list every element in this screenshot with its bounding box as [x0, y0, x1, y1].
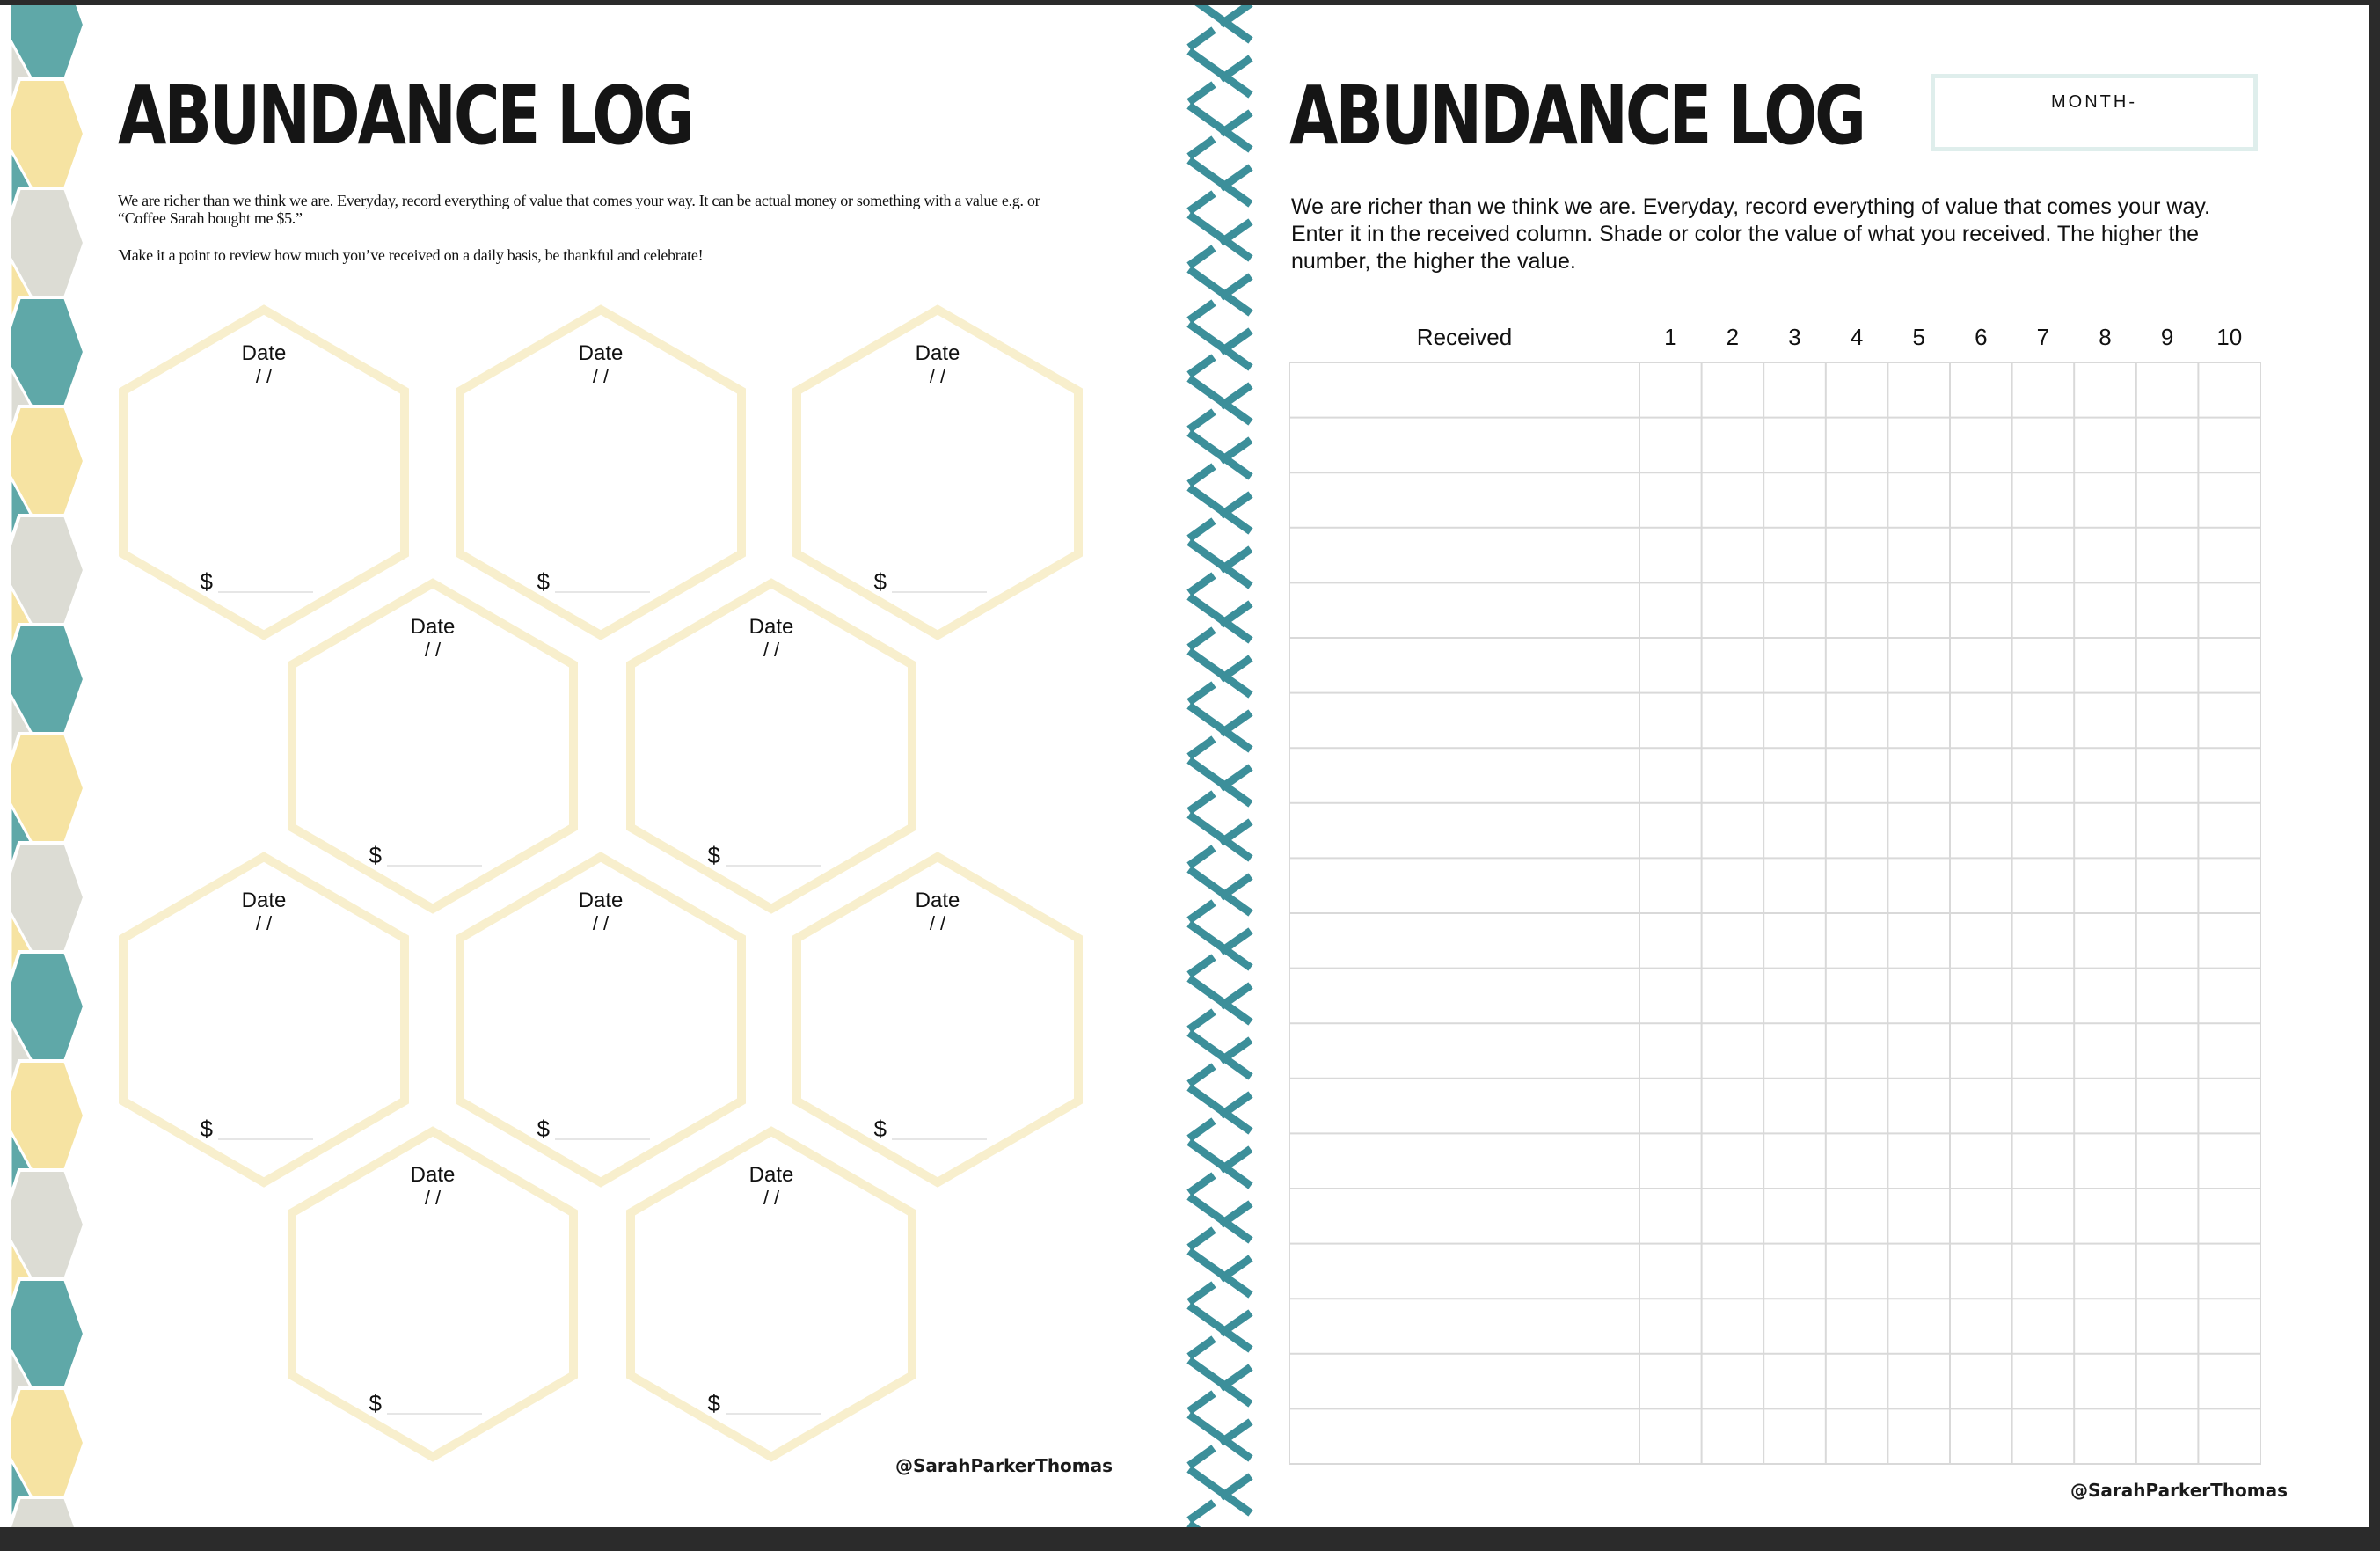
hexagon-date-label: Date — [748, 1163, 794, 1187]
value-shade-cell[interactable] — [1763, 1023, 1826, 1079]
value-shade-cell[interactable] — [2012, 1023, 2075, 1079]
value-shade-cell[interactable] — [2012, 528, 2075, 583]
right-intro-paragraph: We are richer than we think we are. Everyday, record everything of value that comes your way. Enter it in the received column. Shade or color the value of what you received. The higher the number, the higher the value. — [1291, 194, 2210, 274]
value-shade-cell[interactable] — [2136, 528, 2199, 583]
value-column-header: 7 — [2036, 324, 2050, 350]
value-column-header: 5 — [1912, 324, 1925, 350]
value-shade-cell[interactable] — [1826, 1189, 1888, 1244]
value-shade-cell[interactable] — [1702, 362, 1764, 418]
left-author-handle: @SarahParkerThomas — [895, 1455, 1113, 1476]
value-shade-cell[interactable] — [1887, 1133, 1950, 1189]
value-shade-cell[interactable] — [1826, 528, 1888, 583]
value-shade-cell[interactable] — [1763, 362, 1826, 418]
value-shade-cell[interactable] — [2136, 638, 2199, 693]
received-column-header: Received — [1416, 324, 1513, 350]
value-shade-cell[interactable] — [1702, 858, 1764, 913]
month-label: MONTH- — [2051, 92, 2137, 112]
value-shade-cell[interactable] — [1763, 472, 1826, 528]
value-shade-cell[interactable] — [1950, 969, 2012, 1024]
value-shade-cell[interactable] — [2136, 1133, 2199, 1189]
value-shade-cell[interactable] — [2198, 913, 2260, 969]
value-shade-cell[interactable] — [1950, 1354, 2012, 1409]
value-shade-cell[interactable] — [1639, 803, 1702, 859]
value-shade-cell[interactable] — [1950, 1189, 2012, 1244]
value-shade-cell[interactable] — [2074, 472, 2136, 528]
value-shade-cell[interactable] — [1887, 1299, 1950, 1354]
value-shade-cell[interactable] — [1702, 803, 1764, 859]
value-shade-cell[interactable] — [1950, 1244, 2012, 1299]
value-shade-cell[interactable] — [1763, 528, 1826, 583]
value-shade-cell[interactable] — [2012, 418, 2075, 473]
value-shade-cell[interactable] — [1950, 803, 2012, 859]
value-shade-cell[interactable] — [2074, 693, 2136, 749]
value-shade-cell[interactable] — [2198, 693, 2260, 749]
hexagon-amount-label: $ — [707, 1390, 720, 1416]
value-shade-cell[interactable] — [2198, 582, 2260, 638]
value-shade-cell[interactable] — [1639, 1079, 1702, 1134]
value-shade-cell[interactable] — [1702, 1408, 1764, 1464]
value-shade-cell[interactable] — [1826, 1133, 1888, 1189]
value-shade-cell[interactable] — [2012, 472, 2075, 528]
received-entry-cell[interactable] — [1289, 748, 1639, 803]
hexagon-date-slots[interactable]: / / — [424, 1187, 442, 1209]
value-shade-cell[interactable] — [1639, 1244, 1702, 1299]
value-shade-cell[interactable] — [1702, 1244, 1764, 1299]
value-shade-cell[interactable] — [1763, 858, 1826, 913]
value-shade-cell[interactable] — [2012, 803, 2075, 859]
hexagon-date-slots[interactable]: / / — [424, 639, 442, 661]
value-shade-cell[interactable] — [1702, 1133, 1764, 1189]
value-shade-cell[interactable] — [2074, 1408, 2136, 1464]
value-shade-cell[interactable] — [1639, 1299, 1702, 1354]
value-column-header: 2 — [1726, 324, 1740, 350]
value-shade-cell[interactable] — [1826, 693, 1888, 749]
value-shade-cell[interactable] — [1826, 803, 1888, 859]
value-shade-cell[interactable] — [1887, 1023, 1950, 1079]
value-shade-cell[interactable] — [1887, 748, 1950, 803]
received-entry-cell[interactable] — [1289, 1023, 1639, 1079]
received-entry-cell[interactable] — [1289, 362, 1639, 418]
value-shade-cell[interactable] — [1763, 1189, 1826, 1244]
received-entry-cell[interactable] — [1289, 858, 1639, 913]
planner-spread — [0, 5, 2369, 1527]
hexagon-date-label: Date — [410, 615, 456, 639]
received-entry-cell[interactable] — [1289, 582, 1639, 638]
received-entry-cell[interactable] — [1289, 1244, 1639, 1299]
value-shade-cell[interactable] — [1763, 1408, 1826, 1464]
value-shade-cell[interactable] — [1887, 472, 1950, 528]
received-entry-cell[interactable] — [1289, 1133, 1639, 1189]
value-shade-cell[interactable] — [1702, 472, 1764, 528]
value-shade-cell[interactable] — [2136, 1244, 2199, 1299]
value-shade-cell[interactable] — [2198, 858, 2260, 913]
value-shade-cell[interactable] — [1639, 582, 1702, 638]
value-shade-cell[interactable] — [2136, 1079, 2199, 1134]
value-shade-cell[interactable] — [2074, 362, 2136, 418]
value-shade-cell[interactable] — [1702, 1189, 1764, 1244]
hexagon-date-slots[interactable]: / / — [255, 912, 273, 934]
value-shade-cell[interactable] — [1826, 748, 1888, 803]
value-shade-cell[interactable] — [2074, 1023, 2136, 1079]
value-shade-cell[interactable] — [2012, 693, 2075, 749]
value-shade-cell[interactable] — [2074, 638, 2136, 693]
hexagon-date-slots[interactable]: / / — [763, 1187, 780, 1209]
value-shade-cell[interactable] — [1887, 418, 1950, 473]
value-shade-cell[interactable] — [2012, 748, 2075, 803]
value-shade-cell[interactable] — [1826, 1299, 1888, 1354]
hexagon-amount-label: $ — [369, 1390, 382, 1416]
value-column-header: 10 — [2216, 324, 2243, 350]
value-shade-cell[interactable] — [1950, 693, 2012, 749]
value-shade-cell[interactable] — [1826, 1079, 1888, 1134]
value-shade-cell[interactable] — [2074, 858, 2136, 913]
value-shade-cell[interactable] — [1639, 748, 1702, 803]
hexagon-amount-label: $ — [200, 1116, 213, 1142]
value-shade-cell[interactable] — [1763, 1354, 1826, 1409]
left-intro-paragraph-1: We are richer than we think we are. Everyday, record everything of value that comes your way. It can be actual money or something with a value e.g. or “Coffee Sarah bought me $5.” — [118, 192, 1040, 227]
value-shade-cell[interactable] — [2074, 969, 2136, 1024]
value-shade-cell[interactable] — [1763, 803, 1826, 859]
right-page-title: ABUNDANCE LOG — [1289, 69, 1864, 163]
hexagon-date-label: Date — [748, 615, 794, 639]
value-shade-cell[interactable] — [2198, 1133, 2260, 1189]
value-shade-cell[interactable] — [2012, 1244, 2075, 1299]
received-entry-cell[interactable] — [1289, 418, 1639, 473]
left-intro-paragraph-2: Make it a point to review how much you’ve received on a daily basis, be thankful and celebrate! — [118, 246, 704, 264]
value-shade-cell[interactable] — [2136, 858, 2199, 913]
value-shade-cell[interactable] — [1702, 1079, 1764, 1134]
value-shade-cell[interactable] — [1702, 638, 1764, 693]
received-entry-cell[interactable] — [1289, 638, 1639, 693]
value-shade-cell[interactable] — [2012, 969, 2075, 1024]
value-shade-cell[interactable] — [1763, 1079, 1826, 1134]
received-entry-cell[interactable] — [1289, 1079, 1639, 1134]
value-shade-cell[interactable] — [1702, 1023, 1764, 1079]
value-shade-cell[interactable] — [1639, 1133, 1702, 1189]
hexagon-amount-label: $ — [707, 842, 720, 868]
value-shade-cell[interactable] — [1639, 528, 1702, 583]
value-shade-cell[interactable] — [1702, 913, 1764, 969]
value-shade-cell[interactable] — [1763, 1133, 1826, 1189]
value-shade-cell[interactable] — [1826, 582, 1888, 638]
value-shade-cell[interactable] — [2012, 362, 2075, 418]
value-shade-cell[interactable] — [2198, 1189, 2260, 1244]
value-shade-cell[interactable] — [1763, 638, 1826, 693]
hexagon-date-label: Date — [241, 341, 287, 365]
value-shade-cell[interactable] — [1950, 1023, 2012, 1079]
hexagon-amount-label: $ — [873, 1116, 887, 1142]
value-shade-cell[interactable] — [1639, 913, 1702, 969]
value-shade-cell[interactable] — [2136, 472, 2199, 528]
value-shade-cell[interactable] — [1826, 858, 1888, 913]
value-shade-cell[interactable] — [1763, 969, 1826, 1024]
value-shade-cell[interactable] — [1702, 582, 1764, 638]
value-shade-cell[interactable] — [2012, 1133, 2075, 1189]
value-shade-cell[interactable] — [2074, 1079, 2136, 1134]
value-shade-cell[interactable] — [1639, 472, 1702, 528]
value-shade-cell[interactable] — [2074, 418, 2136, 473]
value-shade-cell[interactable] — [1639, 1408, 1702, 1464]
value-shade-cell[interactable] — [1826, 362, 1888, 418]
value-shade-cell[interactable] — [2198, 418, 2260, 473]
hexagon-date-slots[interactable]: / / — [929, 912, 946, 934]
value-shade-cell[interactable] — [1763, 1244, 1826, 1299]
value-shade-cell[interactable] — [1950, 638, 2012, 693]
hexagon-date-label: Date — [578, 341, 624, 365]
value-shade-cell[interactable] — [1702, 969, 1764, 1024]
value-column-header: 6 — [1975, 324, 1988, 350]
value-shade-cell[interactable] — [1826, 1244, 1888, 1299]
hexagon-date-slots[interactable]: / / — [929, 365, 946, 387]
value-shade-cell[interactable] — [1639, 1023, 1702, 1079]
value-shade-cell[interactable] — [1887, 969, 1950, 1024]
received-entry-cell[interactable] — [1289, 913, 1639, 969]
value-shade-cell[interactable] — [1826, 638, 1888, 693]
hexagon-amount-label: $ — [369, 842, 382, 868]
hexagon-amount-label: $ — [537, 1116, 550, 1142]
value-shade-cell[interactable] — [2198, 748, 2260, 803]
value-shade-cell[interactable] — [2074, 803, 2136, 859]
value-shade-cell[interactable] — [1887, 528, 1950, 583]
value-shade-cell[interactable] — [1950, 913, 2012, 969]
value-column-header: 3 — [1788, 324, 1801, 350]
value-shade-cell[interactable] — [2136, 362, 2199, 418]
value-shade-cell[interactable] — [2074, 1189, 2136, 1244]
value-shade-cell[interactable] — [1763, 693, 1826, 749]
value-shade-cell[interactable] — [2012, 638, 2075, 693]
value-shade-cell[interactable] — [1702, 748, 1764, 803]
value-shade-cell[interactable] — [2198, 528, 2260, 583]
value-shade-cell[interactable] — [2136, 748, 2199, 803]
value-shade-cell[interactable] — [1887, 362, 1950, 418]
value-shade-cell[interactable] — [2074, 1133, 2136, 1189]
value-column-header: 4 — [1850, 324, 1864, 350]
value-shade-cell[interactable] — [2074, 582, 2136, 638]
value-shade-cell[interactable] — [2198, 1354, 2260, 1409]
value-shade-cell[interactable] — [1826, 418, 1888, 473]
value-shade-cell[interactable] — [2012, 1079, 2075, 1134]
value-shade-cell[interactable] — [1950, 1079, 2012, 1134]
received-entry-cell[interactable] — [1289, 1189, 1639, 1244]
received-entry-cell[interactable] — [1289, 1354, 1639, 1409]
value-shade-cell[interactable] — [2074, 1354, 2136, 1409]
value-column-header: 8 — [2099, 324, 2112, 350]
value-shade-cell[interactable] — [1887, 1189, 1950, 1244]
value-shade-cell[interactable] — [1887, 1354, 1950, 1409]
hexagon-date-label: Date — [410, 1163, 456, 1187]
value-shade-cell[interactable] — [2012, 858, 2075, 913]
value-shade-cell[interactable] — [2012, 1189, 2075, 1244]
value-shade-cell[interactable] — [1950, 582, 2012, 638]
value-shade-cell[interactable] — [1639, 362, 1702, 418]
right-author-handle: @SarahParkerThomas — [2070, 1480, 2289, 1501]
received-entry-cell[interactable] — [1289, 969, 1639, 1024]
value-shade-cell[interactable] — [2198, 638, 2260, 693]
hexagon-date-label: Date — [915, 889, 960, 912]
left-page-title: ABUNDANCE LOG — [118, 69, 692, 163]
value-shade-cell[interactable] — [1639, 1354, 1702, 1409]
value-shade-cell[interactable] — [2136, 803, 2199, 859]
value-shade-cell[interactable] — [1702, 418, 1764, 473]
value-shade-cell[interactable] — [1702, 528, 1764, 583]
value-shade-cell[interactable] — [2198, 1079, 2260, 1134]
value-shade-cell[interactable] — [1639, 969, 1702, 1024]
value-shade-cell[interactable] — [1639, 1189, 1702, 1244]
value-shade-cell[interactable] — [1887, 858, 1950, 913]
value-shade-cell[interactable] — [1887, 582, 1950, 638]
value-shade-cell[interactable] — [2198, 1408, 2260, 1464]
value-shade-cell[interactable] — [1826, 1408, 1888, 1464]
value-shade-cell[interactable] — [1826, 472, 1888, 528]
value-column-header: 9 — [2160, 324, 2174, 350]
hexagon-date-label: Date — [241, 889, 287, 912]
value-shade-cell[interactable] — [2074, 748, 2136, 803]
received-entry-cell[interactable] — [1289, 803, 1639, 859]
value-shade-cell[interactable] — [1950, 472, 2012, 528]
value-shade-cell[interactable] — [1950, 1408, 2012, 1464]
hexagon-date-slots[interactable]: / / — [763, 639, 780, 661]
value-shade-cell[interactable] — [2012, 1354, 2075, 1409]
value-shade-cell[interactable] — [1826, 969, 1888, 1024]
value-shade-cell[interactable] — [1763, 582, 1826, 638]
value-shade-cell[interactable] — [2012, 913, 2075, 969]
value-shade-cell[interactable] — [2198, 472, 2260, 528]
value-shade-cell[interactable] — [2136, 418, 2199, 473]
hexagon-date-slots[interactable]: / / — [592, 365, 610, 387]
value-shade-cell[interactable] — [2136, 1299, 2199, 1354]
value-shade-cell[interactable] — [2136, 693, 2199, 749]
value-shade-cell[interactable] — [1763, 748, 1826, 803]
value-shade-cell[interactable] — [2198, 1244, 2260, 1299]
received-entry-cell[interactable] — [1289, 472, 1639, 528]
hexagon-amount-label: $ — [873, 568, 887, 595]
value-shade-cell[interactable] — [2136, 582, 2199, 638]
value-shade-cell[interactable] — [2198, 969, 2260, 1024]
value-shade-cell[interactable] — [1887, 1408, 1950, 1464]
value-shade-cell[interactable] — [1887, 913, 1950, 969]
value-shade-cell[interactable] — [1639, 693, 1702, 749]
value-shade-cell[interactable] — [2136, 913, 2199, 969]
received-entry-cell[interactable] — [1289, 1408, 1639, 1464]
hexagon-date-label: Date — [578, 889, 624, 912]
value-shade-cell[interactable] — [1887, 1079, 1950, 1134]
value-shade-cell[interactable] — [1950, 1133, 2012, 1189]
hexagon-date-slots[interactable]: / / — [592, 912, 610, 934]
value-shade-cell[interactable] — [1887, 693, 1950, 749]
value-shade-cell[interactable] — [2012, 1408, 2075, 1464]
received-entry-cell[interactable] — [1289, 1299, 1639, 1354]
value-shade-cell[interactable] — [1887, 803, 1950, 859]
value-shade-cell[interactable] — [2136, 1354, 2199, 1409]
value-shade-cell[interactable] — [2012, 1299, 2075, 1354]
value-shade-cell[interactable] — [1702, 1354, 1764, 1409]
value-shade-cell[interactable] — [1950, 858, 2012, 913]
value-shade-cell[interactable] — [1702, 1299, 1764, 1354]
value-shade-cell[interactable] — [1887, 1244, 1950, 1299]
value-shade-cell[interactable] — [2136, 969, 2199, 1024]
value-shade-cell[interactable] — [1826, 913, 1888, 969]
value-shade-cell[interactable] — [2198, 1023, 2260, 1079]
value-shade-cell[interactable] — [2198, 803, 2260, 859]
value-shade-cell[interactable] — [1826, 1023, 1888, 1079]
received-entry-cell[interactable] — [1289, 528, 1639, 583]
value-shade-cell[interactable] — [1702, 693, 1764, 749]
received-entry-cell[interactable] — [1289, 693, 1639, 749]
received-value-table — [0, 5, 2369, 1527]
value-shade-cell[interactable] — [1763, 1299, 1826, 1354]
value-shade-cell[interactable] — [2198, 1299, 2260, 1354]
value-column-header: 1 — [1664, 324, 1677, 350]
value-shade-cell[interactable] — [2074, 528, 2136, 583]
value-shade-cell[interactable] — [2198, 362, 2260, 418]
value-shade-cell[interactable] — [2074, 1244, 2136, 1299]
hexagon-date-slots[interactable]: / / — [255, 365, 273, 387]
value-shade-cell[interactable] — [1639, 638, 1702, 693]
value-shade-cell[interactable] — [2012, 582, 2075, 638]
value-shade-cell[interactable] — [1763, 913, 1826, 969]
hexagon-amount-label: $ — [200, 568, 213, 595]
value-shade-cell[interactable] — [1887, 638, 1950, 693]
value-shade-cell[interactable] — [2136, 1189, 2199, 1244]
value-shade-cell[interactable] — [1950, 1299, 2012, 1354]
value-shade-cell[interactable] — [2074, 1299, 2136, 1354]
value-shade-cell[interactable] — [1763, 418, 1826, 473]
hexagon-date-label: Date — [915, 341, 960, 365]
value-shade-cell[interactable] — [1639, 858, 1702, 913]
value-shade-cell[interactable] — [1950, 362, 2012, 418]
value-shade-cell[interactable] — [1950, 528, 2012, 583]
hexagon-amount-label: $ — [537, 568, 550, 595]
value-shade-cell[interactable] — [1826, 1354, 1888, 1409]
value-shade-cell[interactable] — [2074, 913, 2136, 969]
value-shade-cell[interactable] — [1950, 748, 2012, 803]
value-shade-cell[interactable] — [2136, 1408, 2199, 1464]
value-shade-cell[interactable] — [2136, 1023, 2199, 1079]
value-shade-cell[interactable] — [1950, 418, 2012, 473]
value-shade-cell[interactable] — [1639, 418, 1702, 473]
